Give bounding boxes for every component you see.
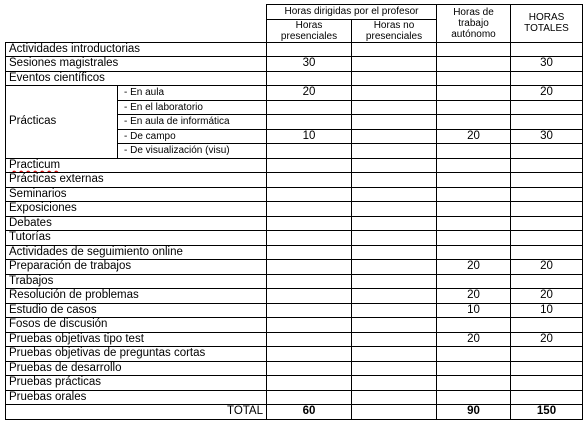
cell-presenciales [267, 347, 352, 362]
cell-no-presenciales [352, 390, 437, 405]
cell-autonomo [437, 202, 511, 217]
cell-autonomo: 10 [437, 303, 511, 318]
cell-presenciales [267, 361, 352, 376]
activity-label: Exposiciones [6, 202, 267, 217]
hours-table [5, 4, 583, 420]
cell-autonomo: 90 [437, 405, 511, 420]
cell-autonomo: 20 [437, 129, 511, 144]
cell-autonomo [437, 274, 511, 289]
table-row [6, 202, 583, 217]
cell-no-presenciales [352, 158, 437, 173]
cell-totales [511, 71, 583, 86]
cell-no-presenciales [352, 274, 437, 289]
activity-label [6, 158, 267, 173]
activity-label: Fosos de discusión [6, 318, 267, 333]
cell-totales [511, 318, 583, 333]
cell-autonomo [437, 390, 511, 405]
table-row [6, 187, 583, 202]
activity-label: Estudio de casos [6, 303, 267, 318]
cell-no-presenciales [352, 42, 437, 57]
cell-no-presenciales [352, 347, 437, 362]
table-row [6, 390, 583, 405]
table-row [6, 216, 583, 231]
cell-presenciales [267, 115, 352, 130]
activity-label: Pruebas orales [6, 390, 267, 405]
cell-autonomo [437, 318, 511, 333]
cell-no-presenciales [352, 332, 437, 347]
table-row [6, 376, 583, 391]
cell-presenciales [267, 260, 352, 275]
header-totales: HORAS TOTALES [511, 5, 583, 43]
activity-label: Tutorías [6, 231, 267, 246]
cell-totales [511, 100, 583, 115]
cell-totales [511, 158, 583, 173]
cell-presenciales: 30 [267, 57, 352, 72]
practicas-label: Prácticas [6, 86, 118, 159]
cell-totales [511, 115, 583, 130]
cell-no-presenciales [352, 202, 437, 217]
cell-autonomo [437, 173, 511, 188]
header-autonomo: Horas de trabajo autónomo [437, 5, 511, 43]
hours-table-body [6, 5, 583, 420]
table-row [6, 158, 583, 173]
cell-autonomo [437, 376, 511, 391]
activity-label: Actividades de seguimiento online [6, 245, 267, 260]
cell-autonomo [437, 42, 511, 57]
cell-presenciales [267, 187, 352, 202]
table-row [6, 173, 583, 188]
table-row [6, 347, 583, 362]
cell-totales [511, 144, 583, 159]
cell-no-presenciales [352, 57, 437, 72]
activity-label: Trabajos [6, 274, 267, 289]
activity-label: Prácticas externas [6, 173, 267, 188]
activity-label: Resolución de problemas [6, 289, 267, 304]
cell-no-presenciales [352, 405, 437, 420]
practicas-subitem-label: - De visualización (visu) [118, 144, 267, 159]
cell-autonomo: 20 [437, 332, 511, 347]
practicas-subitem-label: - De campo [118, 129, 267, 144]
cell-presenciales [267, 390, 352, 405]
table-row [6, 86, 583, 101]
table-row [6, 245, 583, 260]
cell-totales: 30 [511, 129, 583, 144]
header-presenciales: Horas presenciales [267, 19, 352, 42]
cell-no-presenciales [352, 216, 437, 231]
table-row [6, 260, 583, 275]
activity-label: Pruebas objetivas de preguntas cortas [6, 347, 267, 362]
cell-no-presenciales [352, 86, 437, 101]
cell-no-presenciales [352, 71, 437, 86]
activity-label: Pruebas de desarrollo [6, 361, 267, 376]
practicas-subitem-label: - En el laboratorio [118, 100, 267, 115]
table-row [6, 71, 583, 86]
cell-autonomo [437, 245, 511, 260]
table-row [6, 274, 583, 289]
table-row [6, 57, 583, 72]
cell-totales [511, 187, 583, 202]
cell-totales: 20 [511, 289, 583, 304]
cell-presenciales [267, 158, 352, 173]
activity-label-text: Practicum [9, 158, 61, 171]
cell-presenciales [267, 245, 352, 260]
cell-autonomo [437, 144, 511, 159]
cell-no-presenciales [352, 376, 437, 391]
practicas-subitem-label: - En aula [118, 86, 267, 101]
table-row [6, 332, 583, 347]
header-no-presenciales: Horas no presenciales [352, 19, 437, 42]
cell-totales [511, 202, 583, 217]
table-row [6, 289, 583, 304]
cell-presenciales [267, 332, 352, 347]
cell-totales [511, 361, 583, 376]
cell-autonomo [437, 100, 511, 115]
cell-presenciales [267, 376, 352, 391]
cell-totales [511, 274, 583, 289]
table-row [6, 361, 583, 376]
cell-autonomo [437, 231, 511, 246]
cell-totales: 20 [511, 332, 583, 347]
cell-totales [511, 376, 583, 391]
cell-no-presenciales [352, 173, 437, 188]
cell-presenciales [267, 42, 352, 57]
cell-autonomo [437, 115, 511, 130]
activity-label: Pruebas prácticas [6, 376, 267, 391]
total-label: TOTAL [6, 405, 267, 420]
cell-presenciales [267, 318, 352, 333]
cell-presenciales [267, 231, 352, 246]
cell-presenciales [267, 202, 352, 217]
activity-label: Debates [6, 216, 267, 231]
cell-totales [511, 231, 583, 246]
table-row [6, 318, 583, 333]
cell-no-presenciales [352, 187, 437, 202]
cell-presenciales [267, 289, 352, 304]
cell-no-presenciales [352, 100, 437, 115]
cell-autonomo [437, 187, 511, 202]
cell-presenciales [267, 144, 352, 159]
cell-autonomo [437, 216, 511, 231]
activity-label: Pruebas objetivas tipo test [6, 332, 267, 347]
cell-no-presenciales [352, 318, 437, 333]
cell-presenciales [267, 216, 352, 231]
cell-autonomo [437, 71, 511, 86]
cell-no-presenciales [352, 144, 437, 159]
cell-totales [511, 216, 583, 231]
cell-totales [511, 390, 583, 405]
cell-totales: 10 [511, 303, 583, 318]
activity-label: Actividades introductorias [6, 42, 267, 57]
cell-totales: 150 [511, 405, 583, 420]
cell-totales: 20 [511, 86, 583, 101]
cell-presenciales [267, 274, 352, 289]
cell-autonomo [437, 347, 511, 362]
table-row [6, 231, 583, 246]
cell-no-presenciales [352, 260, 437, 275]
table-row [6, 405, 583, 420]
header-empty-cell [6, 5, 267, 43]
cell-no-presenciales [352, 245, 437, 260]
cell-autonomo [437, 158, 511, 173]
cell-presenciales [267, 303, 352, 318]
table-row [6, 303, 583, 318]
activity-label: Seminarios [6, 187, 267, 202]
cell-no-presenciales [352, 115, 437, 130]
cell-no-presenciales [352, 303, 437, 318]
activity-label: Sesiones magistrales [6, 57, 267, 72]
cell-autonomo: 20 [437, 289, 511, 304]
cell-autonomo [437, 361, 511, 376]
cell-autonomo [437, 57, 511, 72]
cell-presenciales [267, 173, 352, 188]
header-dirigidas: Horas dirigidas por el profesor [267, 5, 437, 20]
cell-no-presenciales [352, 289, 437, 304]
cell-totales [511, 173, 583, 188]
cell-totales: 30 [511, 57, 583, 72]
cell-presenciales [267, 71, 352, 86]
cell-totales: 20 [511, 260, 583, 275]
cell-presenciales [267, 100, 352, 115]
cell-totales [511, 245, 583, 260]
header-row-1 [6, 5, 583, 20]
cell-totales [511, 347, 583, 362]
cell-presenciales: 10 [267, 129, 352, 144]
cell-no-presenciales [352, 231, 437, 246]
cell-autonomo: 20 [437, 260, 511, 275]
cell-presenciales: 20 [267, 86, 352, 101]
cell-presenciales: 60 [267, 405, 352, 420]
table-row [6, 42, 583, 57]
activity-label: Preparación de trabajos [6, 260, 267, 275]
cell-no-presenciales [352, 361, 437, 376]
cell-totales [511, 42, 583, 57]
cell-autonomo [437, 86, 511, 101]
practicas-subitem-label: - En aula de informática [118, 115, 267, 130]
activity-label: Eventos científicos [6, 71, 267, 86]
cell-no-presenciales [352, 129, 437, 144]
